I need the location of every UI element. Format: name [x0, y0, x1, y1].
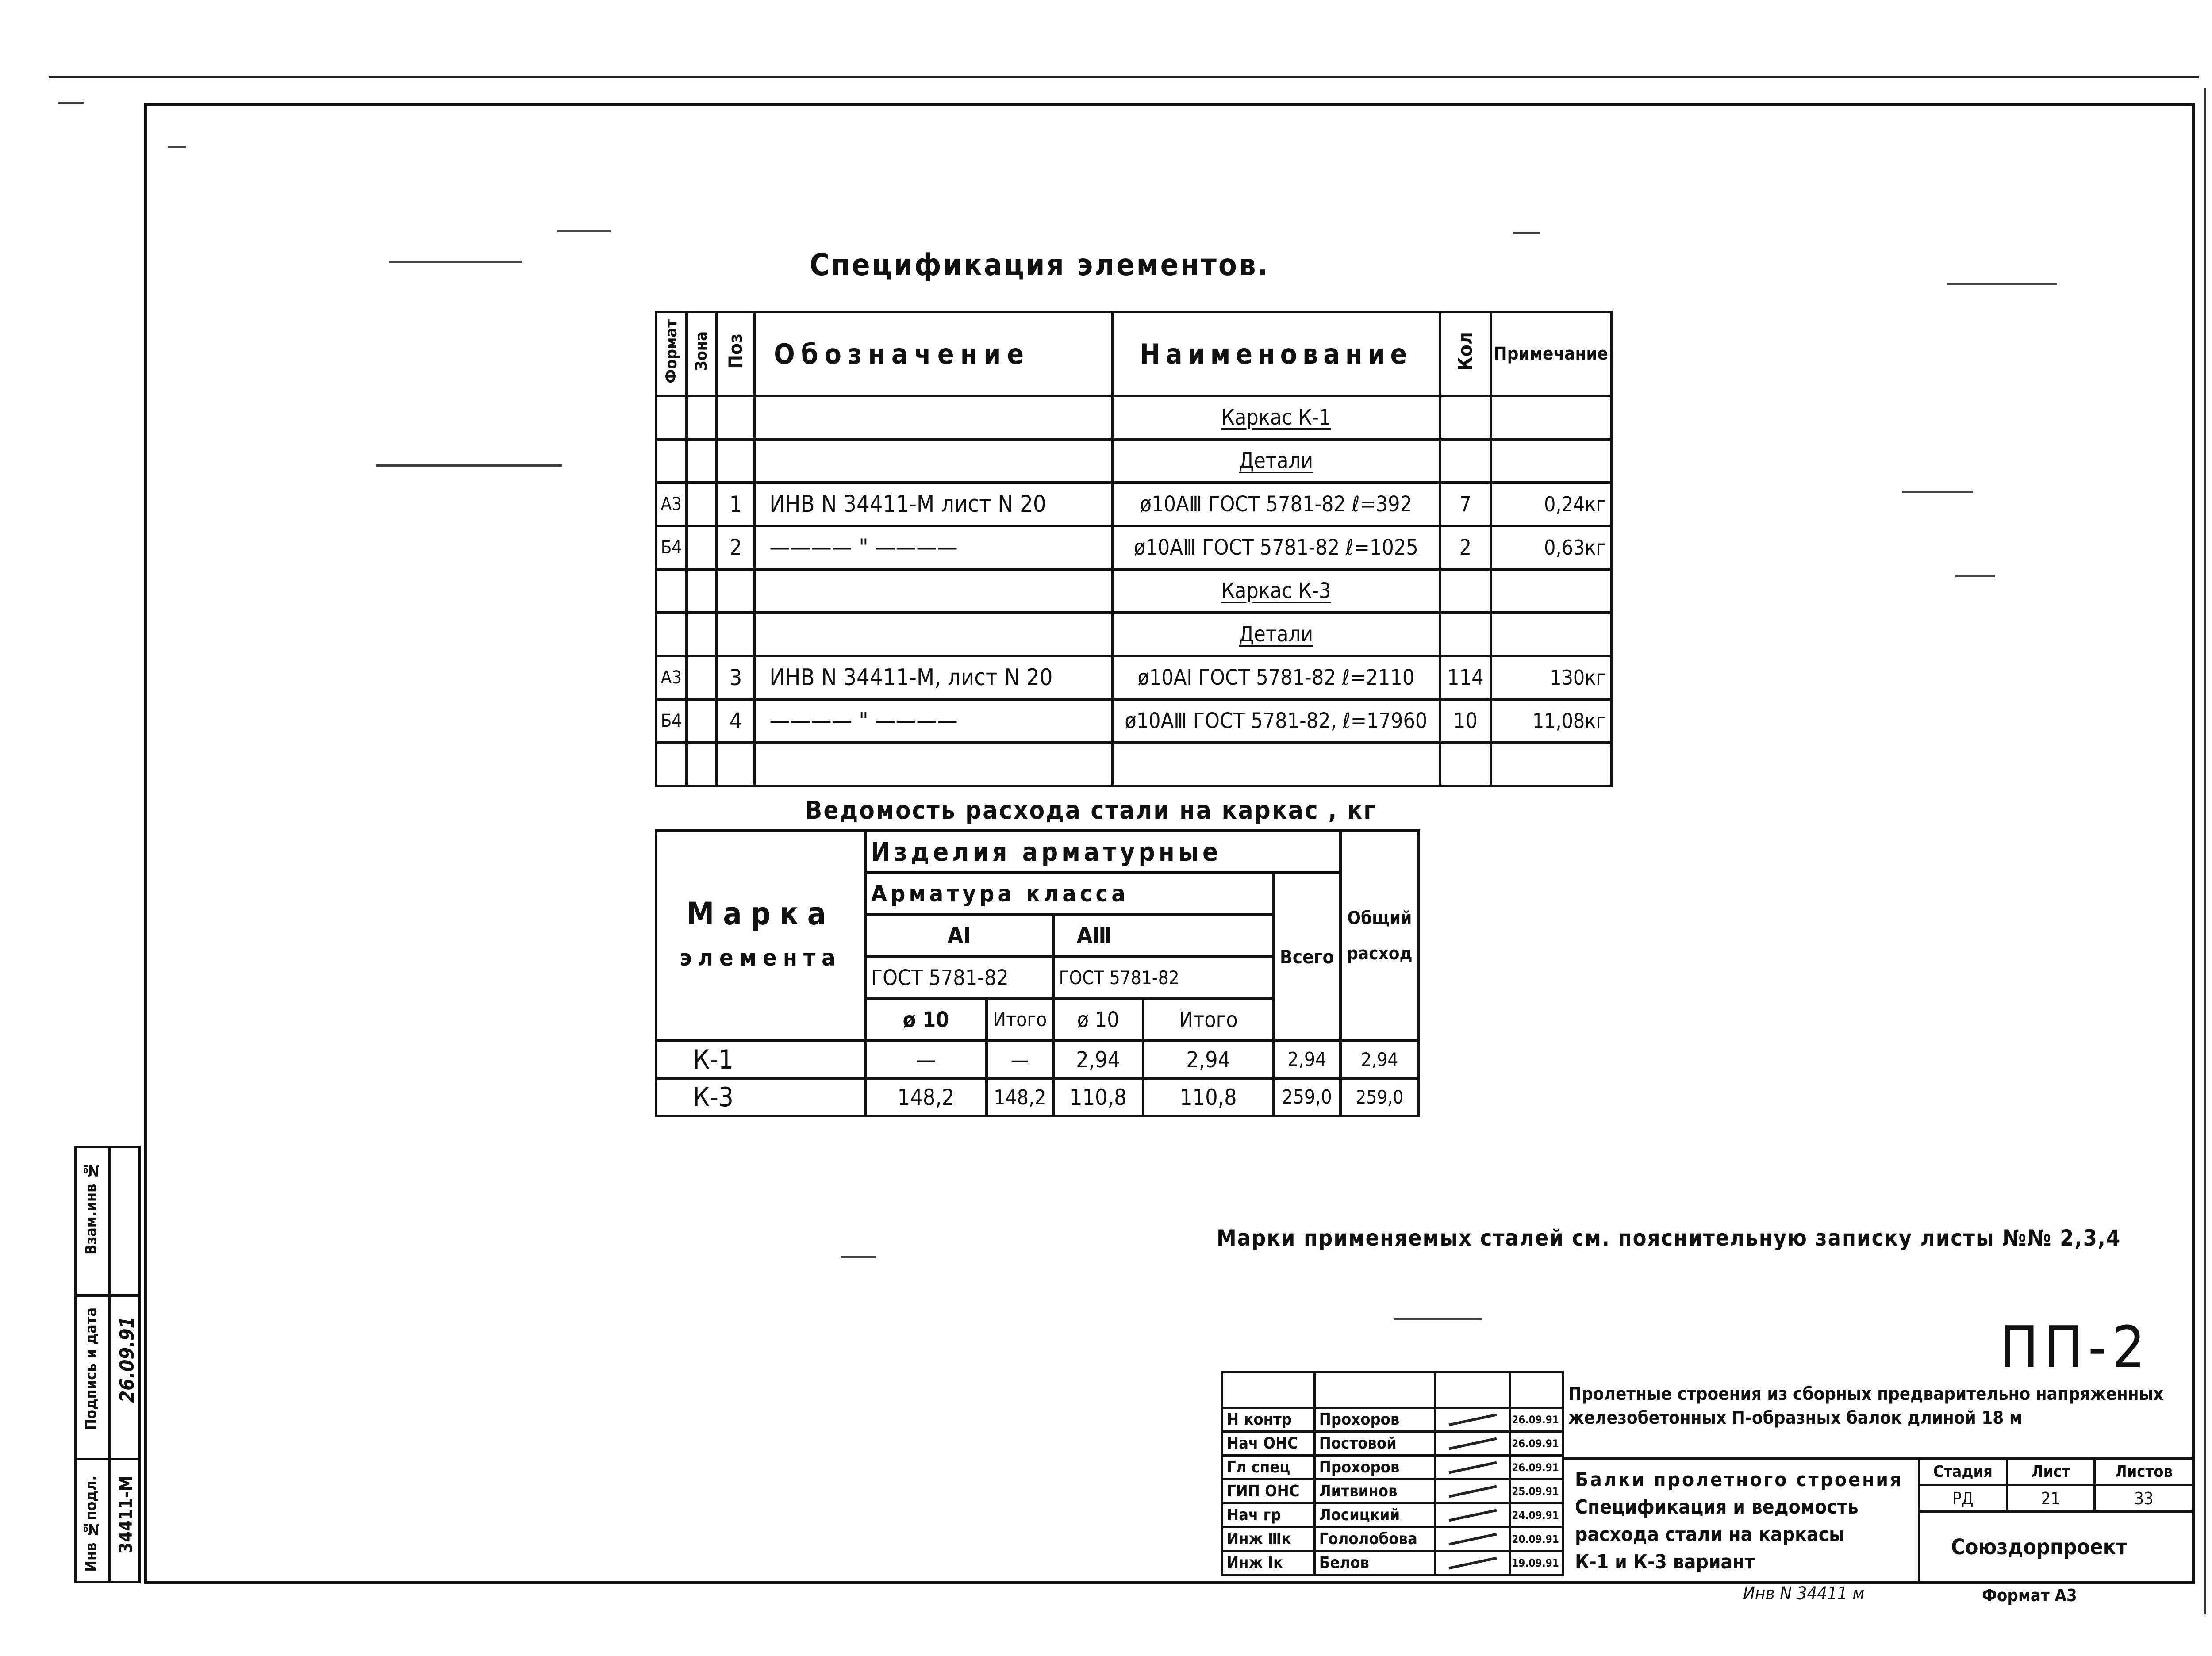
stamp-name: Постовой	[1314, 1432, 1435, 1456]
specification-table	[655, 310, 1613, 787]
ved-cell-total-a1: 148,2	[987, 1078, 1053, 1116]
spec-cell-designation	[755, 439, 1112, 483]
stamp-person-row	[1222, 1432, 1563, 1456]
inv-value: 34411-М	[116, 1476, 136, 1553]
spec-cell-qty	[1440, 396, 1490, 439]
spec-cell-zone	[687, 526, 717, 569]
spec-cell-format-text: А3	[661, 494, 682, 514]
stamp-role: Нач гр	[1222, 1503, 1315, 1527]
sheets-value: 33	[2094, 1485, 2193, 1512]
ved-cell-total-a3: 2,94	[1143, 1041, 1274, 1078]
ved-cell-d10-a3: 110,8	[1053, 1078, 1143, 1116]
spec-cell-zone	[687, 656, 717, 699]
spec-cell-pos-text: 3	[729, 665, 742, 690]
spec-cell-pos-text: 4	[729, 708, 742, 734]
format-label: Формат А3	[1982, 1586, 2077, 1605]
spec-cell-zone	[687, 569, 717, 613]
stamp-date: 26.09.91	[1510, 1456, 1563, 1480]
spec-cell-designation	[755, 483, 1112, 526]
stamp-date: 20.09.91	[1510, 1527, 1563, 1551]
spec-cell-name-text: ø10АⅢ ГОСТ 5781-82 ℓ=1025	[1133, 535, 1418, 560]
spec-cell-name	[1112, 526, 1440, 569]
stamp-role: Инж Ⅲк	[1222, 1527, 1315, 1551]
spec-cell-note-text: 0,24кг	[1544, 492, 1605, 516]
left-inventory-strip	[74, 1146, 141, 1583]
spec-cell-format	[656, 396, 687, 439]
spec-cell-name	[1112, 569, 1440, 613]
stage-label: Стадия	[1919, 1459, 2007, 1485]
spec-cell-qty	[1440, 526, 1490, 569]
right-margin-line	[2204, 88, 2206, 1614]
signature-scribble	[1448, 1533, 1497, 1545]
stamp-person-row	[1222, 1456, 1563, 1480]
stamp-date: 24.09.91	[1510, 1503, 1563, 1527]
spec-cell-designation-text: ———— " ————	[769, 708, 958, 734]
stamp-name: Лосицкий	[1314, 1503, 1435, 1527]
ved-cell-d10-a1: —	[865, 1041, 987, 1078]
spec-row	[656, 526, 1611, 569]
spec-cell-note	[1491, 483, 1611, 526]
header-zone: Зона	[692, 331, 711, 371]
spec-cell-format	[656, 613, 687, 656]
spec-cell-qty	[1440, 613, 1490, 656]
spec-cell-format-text: Б4	[661, 537, 682, 558]
header-format: Формат	[662, 319, 680, 383]
spec-cell-designation-text: ИНВ N 34411-М, лист N 20	[769, 664, 1053, 691]
spec-cell-pos	[717, 743, 755, 786]
header-d10-a1: ø 10	[865, 999, 987, 1041]
spec-cell-qty	[1440, 656, 1490, 699]
header-products: Изделия арматурные	[865, 831, 1340, 873]
header-pos: Поз	[725, 334, 747, 369]
spec-cell-format	[656, 699, 687, 743]
spec-cell-pos	[717, 526, 755, 569]
spec-cell-name-text: ø10АⅢ ГОСТ 5781-82 ℓ=392	[1140, 492, 1413, 517]
header-total-a3: Итого	[1143, 999, 1274, 1041]
spec-cell-pos	[717, 656, 755, 699]
signature-scribble	[1448, 1461, 1497, 1474]
spec-cell-name	[1112, 743, 1440, 786]
spec-cell-name	[1112, 439, 1440, 483]
header-gost-a3: ГОСТ 5781-82	[1053, 957, 1274, 999]
spec-cell-note	[1491, 526, 1611, 569]
header-all: Всего	[1274, 873, 1340, 1041]
header-class-a1: АⅠ	[865, 915, 1053, 957]
spec-cell-format	[656, 439, 687, 483]
spec-cell-name-text: Детали	[1239, 622, 1313, 647]
stage-value: РД	[1919, 1485, 2007, 1512]
spec-cell-designation	[755, 656, 1112, 699]
spec-cell-designation	[755, 613, 1112, 656]
spec-cell-note	[1491, 656, 1611, 699]
sheet-label: Лист	[2007, 1459, 2094, 1485]
spec-cell-designation	[755, 526, 1112, 569]
spec-cell-qty-text: 7	[1459, 492, 1472, 517]
spec-cell-note	[1491, 743, 1611, 786]
header-rebar-class: Арматура класса	[865, 873, 1274, 915]
spec-cell-note	[1491, 439, 1611, 483]
stamp-people-table	[1221, 1371, 1564, 1576]
header-name: Наименование	[1112, 312, 1440, 396]
spec-cell-name	[1112, 699, 1440, 743]
header-qty: Кол	[1454, 331, 1477, 371]
spec-cell-designation	[755, 743, 1112, 786]
stamp-role: Н контр	[1222, 1408, 1315, 1432]
spec-cell-note	[1491, 613, 1611, 656]
sheet-desc-line4: К-1 и К-3 вариант	[1575, 1551, 1755, 1573]
spec-cell-pos-text: 2	[729, 535, 742, 560]
spec-cell-pos-text: 1	[729, 491, 742, 517]
stamp-signature	[1436, 1432, 1510, 1456]
signature-scribble	[1448, 1437, 1497, 1450]
ved-cell-d10-a1: 148,2	[865, 1078, 987, 1116]
inventory-number: Инв N 34411 м	[1743, 1583, 1865, 1604]
ved-cell-mark: К-3	[656, 1078, 865, 1116]
stage-sheet-table	[1918, 1457, 2194, 1583]
spec-cell-qty	[1440, 439, 1490, 483]
ved-row	[656, 1041, 1419, 1078]
spec-cell-format	[656, 483, 687, 526]
spec-cell-qty-text: 2	[1459, 535, 1472, 560]
header-designation: Обозначение	[755, 312, 1112, 396]
header-gost-a1: ГОСТ 5781-82	[865, 957, 1053, 999]
sheet-code: ПП-2	[2000, 1314, 2151, 1381]
spec-row	[656, 656, 1611, 699]
spec-cell-zone	[687, 743, 717, 786]
spec-cell-name-text: ø10АⅢ ГОСТ 5781-82, ℓ=17960	[1125, 709, 1428, 733]
stamp-signature	[1436, 1480, 1510, 1503]
header-note: Примечание	[1491, 312, 1611, 396]
ved-cell-overall: 2,94	[1340, 1041, 1419, 1078]
spec-row	[656, 439, 1611, 483]
ved-cell-overall: 259,0	[1340, 1078, 1419, 1116]
spec-cell-pos	[717, 439, 755, 483]
signature-scribble	[1448, 1556, 1497, 1569]
stamp-name: Гололобова	[1314, 1527, 1435, 1551]
stamp-role: Нач ОНС	[1222, 1432, 1315, 1456]
spec-cell-name-text: Каркас К-3	[1221, 579, 1331, 603]
spec-cell-format-text: Б4	[661, 711, 682, 731]
spec-cell-pos	[717, 483, 755, 526]
spec-cell-note-text: 130кг	[1550, 666, 1605, 690]
ved-cell-d10-a3: 2,94	[1053, 1041, 1143, 1078]
spec-cell-format	[656, 569, 687, 613]
spec-cell-format	[656, 656, 687, 699]
ved-cell-all: 2,94	[1274, 1041, 1340, 1078]
stamp-date: 26.09.91	[1510, 1432, 1563, 1456]
spec-cell-qty	[1440, 743, 1490, 786]
ved-cell-mark: К-1	[656, 1041, 865, 1078]
stamp-signature	[1436, 1527, 1510, 1551]
spec-cell-format	[656, 526, 687, 569]
stamp-date: 25.09.91	[1510, 1480, 1563, 1503]
spec-cell-name-text: Детали	[1239, 448, 1313, 473]
spec-cell-note-text: 11,08кг	[1532, 709, 1605, 733]
signature-scribble	[1448, 1485, 1497, 1498]
spec-cell-name-text: Каркас К-1	[1221, 405, 1331, 430]
spec-cell-designation	[755, 699, 1112, 743]
sheet-desc-line1: Балки пролетного строения	[1575, 1468, 1903, 1491]
sheet-description	[1575, 1466, 1903, 1576]
ved-cell-total-a3: 110,8	[1143, 1078, 1274, 1116]
sign-value: 26.09.91	[116, 1316, 138, 1403]
stamp-person-row	[1222, 1551, 1563, 1575]
stamp-person-row	[1222, 1480, 1563, 1503]
spec-cell-qty	[1440, 699, 1490, 743]
spec-row	[656, 483, 1611, 526]
spec-cell-designation	[755, 396, 1112, 439]
header-overall-line2: расход	[1347, 943, 1413, 964]
spec-row	[656, 396, 1611, 439]
steel-grades-note: Марки применяемых сталей см. пояснительную записку листы №№ 2,3,4	[1217, 1225, 2121, 1251]
spec-cell-designation	[755, 569, 1112, 613]
spec-cell-zone	[687, 396, 717, 439]
spec-cell-format-text: А3	[661, 667, 682, 688]
stamp-signature	[1436, 1408, 1510, 1432]
spec-cell-designation-text: ———— " ————	[769, 534, 958, 561]
spec-cell-zone	[687, 613, 717, 656]
stamp-signature	[1436, 1456, 1510, 1480]
spec-cell-zone	[687, 483, 717, 526]
spec-cell-zone	[687, 439, 717, 483]
ved-title: Ведомость расхода стали на каркас , кг	[805, 796, 1377, 825]
spec-cell-name	[1112, 613, 1440, 656]
stamp-signature	[1436, 1551, 1510, 1575]
spec-cell-pos	[717, 396, 755, 439]
ved-row	[656, 1078, 1419, 1116]
spec-cell-name	[1112, 396, 1440, 439]
stamp-role: ГИП ОНС	[1222, 1480, 1315, 1503]
header-mark-line2: элемента	[680, 944, 842, 971]
sheet-value: 21	[2007, 1485, 2094, 1512]
header-overall-line1: Общий	[1347, 908, 1412, 928]
spec-cell-name-text: ø10АⅠ ГОСТ 5781-82 ℓ=2110	[1137, 665, 1415, 690]
spec-header-row	[656, 312, 1611, 396]
stamp-role: Инж Ⅰк	[1222, 1551, 1315, 1575]
spec-row	[656, 613, 1611, 656]
spec-cell-qty-text: 10	[1453, 709, 1478, 733]
steel-consumption-table	[655, 829, 1420, 1117]
stamp-name: Литвинов	[1314, 1480, 1435, 1503]
signature-scribble	[1448, 1509, 1497, 1522]
stamp-person-row	[1222, 1408, 1563, 1432]
spec-cell-qty-text: 114	[1447, 665, 1484, 690]
spec-cell-note	[1491, 396, 1611, 439]
stamp-person-row	[1222, 1503, 1563, 1527]
spec-cell-zone	[687, 699, 717, 743]
stamp-name: Прохоров	[1314, 1456, 1435, 1480]
header-total-a1: Итого	[987, 999, 1053, 1041]
project-title: Пролетные строения из сборных предварительно напряженных железобетонных П-образных балок длиной 18 м	[1568, 1384, 2164, 1428]
sign-label: Подпись и дата	[82, 1307, 100, 1430]
spec-cell-note	[1491, 699, 1611, 743]
sheet-desc-line3: расхода стали на каркасы	[1575, 1523, 1845, 1546]
replace-label: Взам.инв №	[82, 1162, 100, 1255]
spec-cell-format	[656, 743, 687, 786]
sheets-label: Листов	[2094, 1459, 2193, 1485]
stamp-role: Гл спец	[1222, 1456, 1315, 1480]
spec-cell-designation-text: ИНВ N 34411-М лист N 20	[769, 491, 1046, 518]
spec-cell-pos	[717, 569, 755, 613]
stamp-name: Белов	[1314, 1551, 1435, 1575]
spec-cell-name	[1112, 656, 1440, 699]
header-class-a3: АⅢ	[1053, 915, 1274, 957]
top-border-line	[49, 76, 2199, 78]
spec-cell-name	[1112, 483, 1440, 526]
spec-row	[656, 699, 1611, 743]
spec-cell-pos	[717, 613, 755, 656]
spec-row	[656, 743, 1611, 786]
ved-cell-total-a1: —	[987, 1041, 1053, 1078]
stamp-name: Прохоров	[1314, 1408, 1435, 1432]
spec-title: Спецификация элементов.	[810, 248, 1270, 283]
spec-cell-qty	[1440, 569, 1490, 613]
ved-cell-all: 259,0	[1274, 1078, 1340, 1116]
header-d10-a3: ø 10	[1053, 999, 1143, 1041]
sheet-desc-line2: Спецификация и ведомость	[1575, 1496, 1859, 1518]
signature-scribble	[1448, 1413, 1497, 1426]
inv-label: Инв №подл.	[82, 1476, 100, 1572]
stamp-person-row	[1222, 1527, 1563, 1551]
spec-cell-qty	[1440, 483, 1490, 526]
stamp-signature	[1436, 1503, 1510, 1527]
stamp-date: 19.09.91	[1510, 1551, 1563, 1575]
spec-cell-note	[1491, 569, 1611, 613]
spec-cell-note-text: 0,63кг	[1544, 536, 1605, 560]
header-mark-line1: Марка	[686, 895, 835, 932]
stamp-date: 26.09.91	[1510, 1408, 1563, 1432]
spec-cell-pos	[717, 699, 755, 743]
organization-name: Союздорпроект	[1951, 1535, 2127, 1560]
spec-row	[656, 569, 1611, 613]
